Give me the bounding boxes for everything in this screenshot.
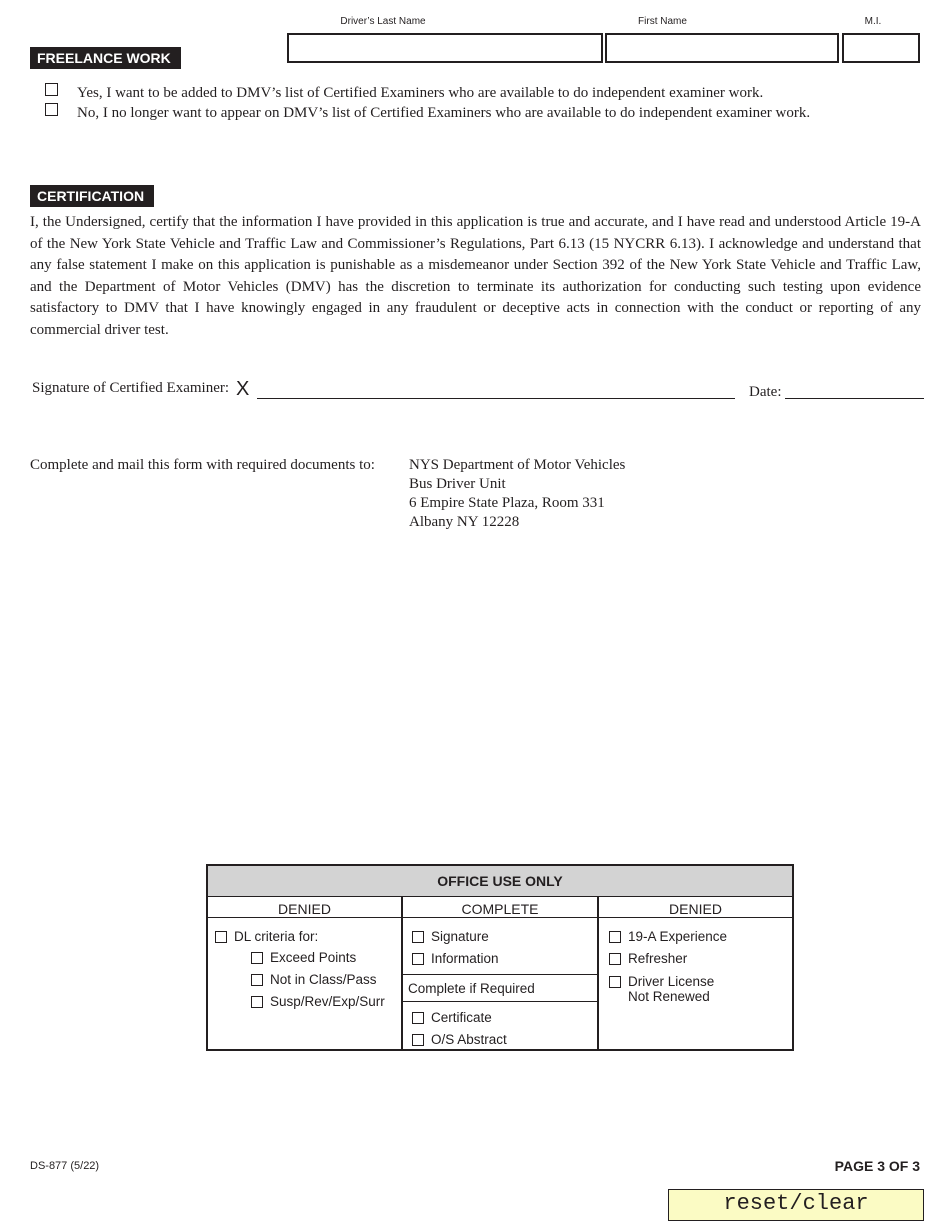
signature-check-label: Signature — [431, 929, 489, 944]
refresher-item[interactable] — [609, 951, 687, 966]
os-abstract-checkbox[interactable] — [412, 1034, 424, 1046]
certificate-checkbox[interactable] — [412, 1012, 424, 1024]
signature-x-mark: X — [236, 378, 250, 400]
reset-clear-button[interactable]: reset/clear — [668, 1189, 924, 1221]
experience-label: 19-A Experience — [628, 929, 728, 944]
refresher-checkbox[interactable] — [609, 953, 621, 965]
mi-field[interactable] — [842, 33, 920, 63]
office-use-table — [206, 864, 794, 1051]
col2-header: COMPLETE — [461, 901, 539, 917]
experience-item[interactable] — [609, 929, 727, 944]
dl-criteria-item[interactable] — [215, 929, 318, 944]
freelance-no-label: No, I no longer want to appear on DMV’s list of Certified Examiners who are available to do independent examiner work. — [77, 105, 811, 121]
mailing-instruction: Complete and mail this form with required documents to: — [30, 457, 375, 473]
last-name-field[interactable] — [287, 33, 603, 63]
header-divider — [208, 917, 792, 918]
complete-if-required-label: Complete if Required — [408, 981, 535, 996]
susp-rev-label: Susp/Rev/Exp/Surr — [270, 994, 385, 1009]
signature-field[interactable] — [257, 384, 735, 399]
susp-rev-checkbox[interactable] — [251, 996, 263, 1008]
experience-checkbox[interactable] — [609, 931, 621, 943]
freelance-yes-label: Yes, I want to be added to DMV’s list of Certified Examiners who are available to do independent examiner work. — [77, 85, 764, 101]
address-line: Bus Driver Unit — [409, 476, 506, 492]
dl-criteria-checkbox[interactable] — [215, 931, 227, 943]
exceed-points-label: Exceed Points — [270, 950, 357, 965]
dl-criteria-label: DL criteria for: — [234, 929, 319, 944]
exceed-points-checkbox[interactable] — [251, 952, 263, 964]
information-label: Information — [431, 951, 499, 966]
not-in-class-label: Not in Class/Pass — [270, 972, 377, 987]
certification-paragraph: I, the Undersigned, certify that the information I have provided in this application is true and accurate, and I have read and understood Article 19-A of the New York State Vehicle and Traffic Law and Commissioner’s Regulations, Part 6.13 (15 NYCRR 6.13). I acknowledge and understand that any false statement I make on this application is punishable as a misdemeanor under Section 392 of the New York State Vehicle and Traffic Law, and the Department of Motor Vehicles (DMV) has the discretion to terminate its authorization for conducting such testing upon evidence satisfactory to DMV that I have knowingly engaged in any fraudulent or deceptive acts in connection with the conduct or reporting of any commercial driver test. — [30, 214, 921, 338]
os-abstract-item[interactable] — [412, 1032, 507, 1047]
date-label: Date: — [749, 384, 782, 400]
last-name-label: Driver’s Last Name — [340, 16, 426, 27]
col3-header: DENIED — [669, 901, 722, 917]
address-line: 6 Empire State Plaza, Room 331 — [409, 495, 605, 511]
refresher-label: Refresher — [628, 951, 688, 966]
address-line: NYS Department of Motor Vehicles — [409, 457, 626, 473]
dl-not-renewed-line2: Not Renewed — [628, 989, 710, 1004]
column-divider — [597, 897, 599, 1049]
dl-not-renewed-checkbox[interactable] — [609, 976, 621, 988]
office-use-title: OFFICE USE ONLY — [208, 866, 792, 897]
subheader-divider — [403, 974, 597, 975]
certificate-item[interactable] — [412, 1010, 492, 1025]
first-name-field[interactable] — [605, 33, 839, 63]
freelance-no-checkbox[interactable] — [45, 103, 58, 116]
col1-header: DENIED — [278, 901, 331, 917]
column-divider — [401, 897, 403, 1049]
address-line: Albany NY 12228 — [409, 514, 520, 530]
mi-label: M.I. — [864, 16, 882, 27]
dl-not-renewed-line1: Driver License — [628, 974, 715, 989]
os-abstract-label: O/S Abstract — [431, 1032, 507, 1047]
freelance-yes-checkbox[interactable] — [45, 83, 58, 96]
form-id: DS-877 (5/22) — [30, 1160, 100, 1172]
certification-heading: CERTIFICATION — [30, 185, 154, 207]
signature-item[interactable] — [412, 929, 489, 944]
signature-checkbox[interactable] — [412, 931, 424, 943]
not-in-class-item[interactable] — [251, 972, 377, 987]
freelance-work-heading: FREELANCE WORK — [30, 47, 181, 69]
information-checkbox[interactable] — [412, 953, 424, 965]
exceed-points-item[interactable] — [251, 950, 356, 965]
mailing-address — [409, 456, 625, 532]
not-in-class-checkbox[interactable] — [251, 974, 263, 986]
information-item[interactable] — [412, 951, 499, 966]
date-field[interactable] — [785, 384, 924, 399]
susp-rev-item[interactable] — [251, 994, 385, 1009]
page-number: PAGE 3 OF 3 — [834, 1158, 920, 1174]
subheader-divider — [403, 1001, 597, 1002]
dl-not-renewed-label — [628, 974, 714, 1004]
signature-label: Signature of Certified Examiner: — [32, 380, 230, 396]
certificate-label: Certificate — [431, 1010, 492, 1025]
dl-not-renewed-item[interactable] — [609, 974, 714, 1004]
first-name-label: First Name — [638, 16, 687, 27]
